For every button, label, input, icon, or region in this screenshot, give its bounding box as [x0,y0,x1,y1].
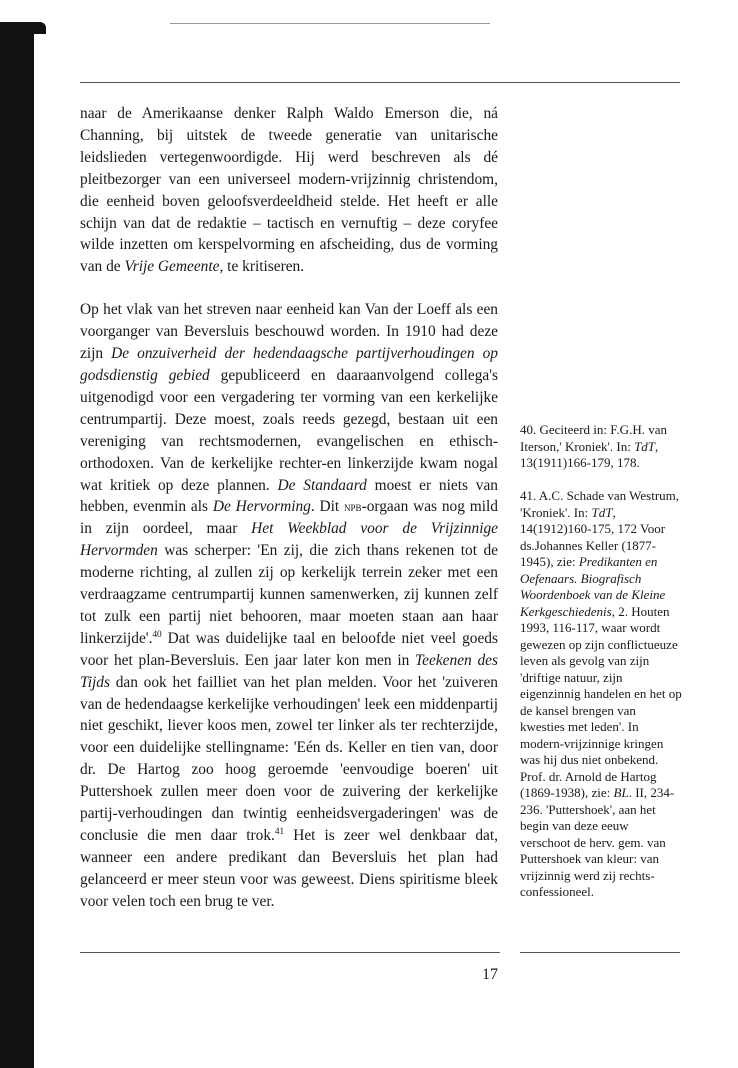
p2-text: gepubliceerd en daaraanvolgend collega's uitgenodigd voor een vergadering ter vorming van een kerkelijke centrumpartij. Deze moest, zoals reeds gezegd, bestaan uit een vereniging van rechtsmodernen, evangelischen en ethisch-orthodoxen. Van de kerkelijke rechter-en linkerzijde kwam nogal wat kritiek op deze plannen. [80,366,498,494]
p2-text: Dat was duidelijke taal en beloofde niet veel goeds voor het plan-Beversluis. Een jaar later kon men in [80,629,498,669]
footer-rule-main [80,952,500,953]
fn40-italic-tdt: TdT [634,438,656,454]
p2-italic-de-hervorming: De Hervorming [212,498,311,516]
fn41-italic-tdt: TdT [591,504,613,520]
p2-text: . Dit [310,498,345,516]
main-text-column [80,103,498,913]
paragraph-2 [80,299,498,912]
fn41-text: 41. A.C. Schade van Westrum, 'Kroniek'. In: [520,488,680,520]
p1-italic-vrije-gemeente: Vrije Gemeente [124,258,220,276]
fn41-italic-bl: BL [613,785,629,800]
footnote-ref-41[interactable]: 41 [274,825,285,836]
fn41-text-end: . II, 234-236. 'Puttershoek', aan het begin van deze eeuw verschoot de herv. gem. van Puttershoek van kleur: van vrijzinnig werd zij rechts-confessioneel. [520,785,675,899]
footnote-41 [520,488,682,901]
p2-italic-title: De onzuiverheid der hedendaagsche partijverhoudingen op godsdienstig gebied [80,345,498,384]
p2-text: moest er niets van hebben, evenmin als [80,476,499,516]
scan-top-rule [170,23,490,24]
p1-text-end: , te kritiseren. [219,258,305,276]
p1-text: naar de Amerikaanse denker Ralph Waldo Emerson die, ná Channing, bij uitstek de tweede generatie van unitarische leidslieden vertegenwoordigde. Hij werd beschreven als dé pleitbezorger van een universeel modern-vrijzinnig christendom, die eenheid boven geloofsverdeeldheid stelde. Het heeft er alle schijn van dat de redaktie – tactisch en vernuftig – deze coryfee wilde inzetten om kerspelvorming en afscheiding, dus de vorming van de [80,105,498,276]
fn40-text-end: , 13(1911)166-179, 178. [520,438,659,470]
p2-text: -orgaan was nog mild in zijn oordeel, maar [80,498,498,538]
footnote-40 [520,422,682,472]
fn41-text: , 14(1912)160-175, 172 Voor ds.Johannes Keller (1877-1945), zie: [520,504,666,569]
p2-text: dan ook het failliet van het plan melden. Voor het 'zuiveren van de hedendaagse kerkelijke verhoudingen' leek een middenpartij niet geschikt, liever koos men, zowel ter linker als ter rechterzijde, voor een duidelijke stellingname: 'Eén ds. Keller en tien van, door dr. De Hartog zoo hoog geroemde 'eenvoudige boeren' uit Puttershoek zullen meer doen voor de zuivering der kerkelijke partij-verhoudingen dan twintig eenheidsvergaderingen' was de conclusie die men daar trok. [80,673,498,844]
footnote-ref-40[interactable]: 40 [152,628,162,639]
p2-text: Op het vlak van het streven naar eenheid kan Van der Loeff als een voorganger van Beversluis beschouwd worden. In 1910 had deze zijn [80,301,498,363]
p2-italic-weekblad: Het Weekblad voor de Vrijzinnige Hervormden [80,520,499,560]
paragraph-1 [80,103,498,278]
p2-text: was scherper: 'En zij, die zich thans rekenen tot de moderne richting, al zullen zij op kerkelijk terrein zeker met een verdraagzame centrumpartij kunnen samenwerken, zij kunnen zelf tot zulk een partij niet behooren, maar moeten staan aan haar linkerzijde'. [80,542,498,647]
fn41-text: , 2. Houten 1993, 116-117, waar wordt gewezen op zijn conflictueuze leven als gevolg van zijn 'driftige natuur, zijn eigenzinnig handelen en het op de kansel brengen van kwesties met leden'. In modern-vrijzinnige kringen was hij dus niet onbekend. Prof. dr. Arnold de Hartog (1869-1938), zie: [520,603,682,800]
p2-italic-teekenen: Teekenen des Tijds [80,651,498,691]
p2-italic-de-standaard: De Standaard [277,476,367,494]
scan-shadow-edge [0,28,34,1068]
page-number: 17 [482,966,498,983]
p2-smallcaps-npb: npb [344,499,362,515]
p2-text-end: Het is zeer wel denkbaar dat, wanneer een andere predikant dan Beversluis het plan had gelanceerd er meer steun voor was geweest. Diens spiritisme bleek voor velen toch een brug te ver. [80,827,499,910]
footer-rule-side [520,952,680,953]
fn40-text: 40. Geciteerd in: F.G.H. van Iterson,' Kroniek'. In: [520,422,667,454]
header-rule [80,82,680,83]
fn41-italic-predikanten: Predikanten en Oefenaars. Biografisch Woordenboek van de Kleine Kerkgeschiedenis [520,554,666,619]
